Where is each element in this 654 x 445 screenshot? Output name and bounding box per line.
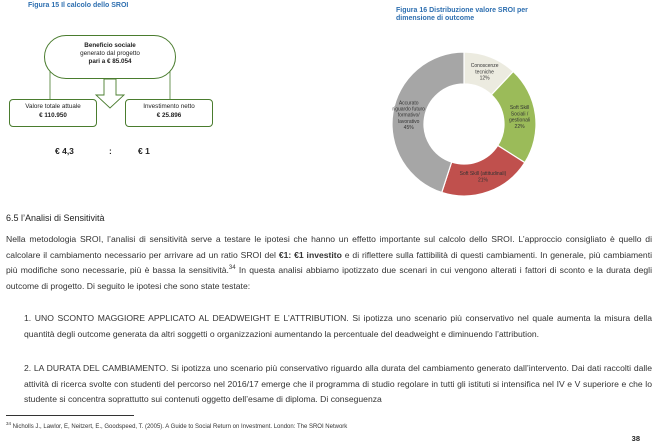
paragraph-intro xyxy=(6,232,652,294)
scenario-1-body: Si ipotizza uno scenario più conservativo nel quale aumenta la misura della quantità degli outcome generata da altri soggetti o organizzazioni aumentando la percentuale del deadweight e diminuendo l’attribution. xyxy=(24,313,652,339)
beneficio-title: Beneficio sociale xyxy=(84,42,136,49)
footnote-ref[interactable]: 34 xyxy=(228,265,236,272)
donut-label-1: Soft Skill Sociali / gestionali 22% xyxy=(508,105,531,130)
scenario-2-body: Si ipotizza uno scenario più conservativo riguardo alla durata del cambiamento generato dall’intervento. Dai dati raccolti dalle attività di ricerca svolte con studenti del percorso nel 2016/17 emerge che il programma di studio regolare in tutti gli istituti si intensifica nel IV e V superiore e che lo studente si concentra soprattutto sui contenuti oggetto dell’esame di diploma. Di conseguenza xyxy=(24,363,652,404)
ratio-left: € 4,3 xyxy=(55,146,74,156)
page-number: 38 xyxy=(631,434,640,443)
footnote-divider xyxy=(6,415,134,416)
figure-15-caption: Figura 15 Il calcolo dello SROI xyxy=(28,2,129,9)
p1-text-a: Nella metodologia SROI, l’analisi di sensitività serve a testare le ipotesi che hanno un effetto importante sul calcolo dello SROI. L’approccio consigliato è quello di calcolare il cambiamento necessario per arrivare ad un ratio SROI del xyxy=(6,234,652,260)
investimento-value: € 25.896 xyxy=(156,112,182,119)
footnote xyxy=(6,421,347,430)
investimento-box xyxy=(125,99,213,127)
donut-label-3: Accurato riguardo futuro formativo/ lavorativo 45% xyxy=(392,100,425,132)
beneficio-value: pari a € 85.054 xyxy=(88,58,132,65)
section-title: 6.5 l’Analisi di Sensitività xyxy=(6,213,105,223)
ratio-separator: : xyxy=(109,146,112,156)
investimento-label: Investimento netto xyxy=(143,103,195,110)
valore-totale-value: € 110.950 xyxy=(39,112,67,119)
p1-bold: €1: €1 investito xyxy=(278,249,342,260)
paragraph-scenario-2 xyxy=(24,361,652,408)
valore-totale-label: Valore totale attuale xyxy=(25,103,81,110)
footnote-text: Nicholls J., Lawlor, E, Neitzert, E., Goodspeed, T. (2005). A Guide to Social Return on Investment. London: The SROI Network xyxy=(11,424,348,430)
donut-label-2: Soft Skill (attitudinali) 21% xyxy=(459,171,507,184)
valore-totale-box xyxy=(9,99,97,127)
beneficio-sociale-box xyxy=(44,35,176,79)
scenario-2-heading: 2. LA DURATA DEL CAMBIAMENTO. xyxy=(24,363,169,373)
donut-chart xyxy=(389,31,539,201)
beneficio-subtitle: generato dal progetto xyxy=(80,50,140,57)
paragraph-scenario-1 xyxy=(24,311,652,342)
ratio-right: € 1 xyxy=(138,146,150,156)
down-arrow-icon xyxy=(96,79,124,108)
footnote-number: 34 xyxy=(6,421,12,426)
scenario-1-heading: 1. UNO SCONTO MAGGIORE APPLICATO AL DEADWEIGHT E L’ATTRIBUTION. xyxy=(24,313,349,323)
figure-16-caption: Figura 16 Distribuzione valore SROI per dimensione di outcome xyxy=(396,7,528,22)
p1-text-b: e di riflettere sulla fattibilità di questi cambiamenti. In generale, più cambiamenti più modifiche sono necessarie, più è bassa la sensitività. xyxy=(6,249,652,275)
p1-text-c: In questa analisi abbiamo ipotizzato due scenari in cui vengono alterati i fattori di sconto e la durata degli outcome di progetto. Di seguito le ipotesi che sono state testate: xyxy=(6,265,652,291)
donut-label-0: Conoscenze tecniche 12% xyxy=(470,63,499,82)
